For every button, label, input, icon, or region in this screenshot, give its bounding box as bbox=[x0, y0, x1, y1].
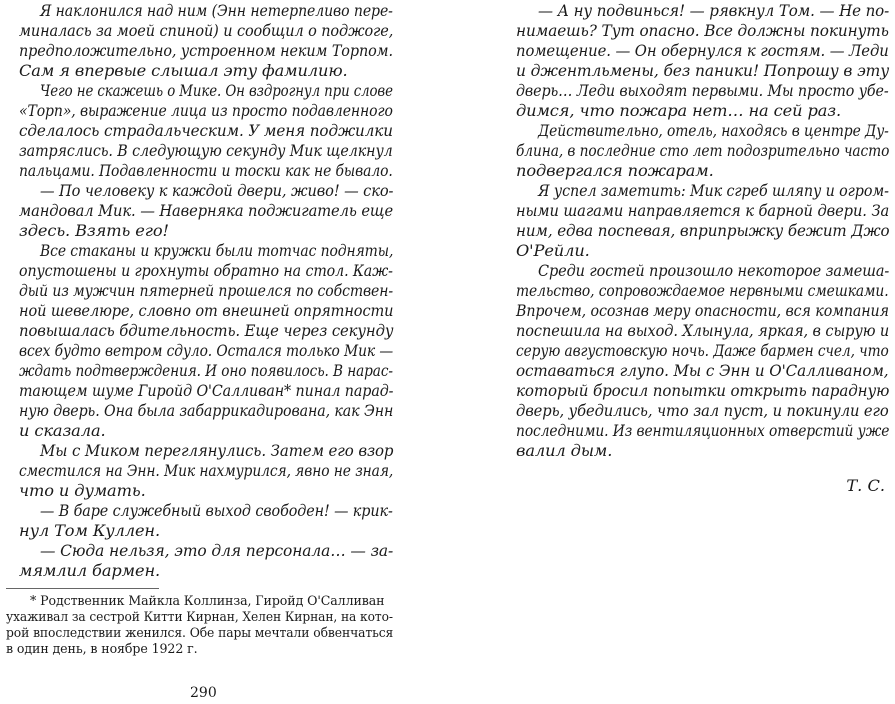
text-line: и джентльмены, без паники! Попрошу в эту bbox=[516, 61, 890, 80]
footnote-line: рой впоследствии женился. Обе пары мечтали обвенчаться bbox=[6, 625, 394, 640]
text-line: нул Том Куллен. bbox=[19, 521, 161, 540]
text-line: — Сюда нельзя, это для персонала… — за- bbox=[40, 541, 394, 560]
text-line: Впрочем, осознав меру опасности, вся компания bbox=[516, 301, 889, 320]
text-line: здесь. Взять его! bbox=[19, 221, 169, 240]
text-line: мямлил бармен. bbox=[19, 561, 161, 580]
text-line: нимаешь? Тут опасно. Все должны покинуть bbox=[516, 21, 889, 40]
footnote-line: * Родственник Майкла Коллинза, Гиройд О'Салливан bbox=[30, 593, 385, 608]
text-line: сместился на Энн. Мик нахмурился, явно не зная, bbox=[19, 461, 394, 480]
text-line: валил дым. bbox=[516, 441, 613, 460]
text-line: ной шевелюре, словно от внешней опрятности bbox=[19, 301, 394, 320]
footnote-divider bbox=[6, 588, 159, 589]
text-line: Сам я впервые слышал эту фамилию. bbox=[19, 61, 348, 80]
text-line: оставаться глупо. Мы с Энн и О'Салливаном, bbox=[516, 361, 889, 380]
text-line: что и думать. bbox=[19, 481, 146, 500]
text-line: Чего не скажешь о Мике. Он вздрогнул при слове bbox=[40, 81, 393, 100]
text-line: миналась за моей спиной) и сообщил о поджоге, bbox=[19, 21, 394, 40]
text-line: всех будто ветром сдуло. Остался только Мик — bbox=[19, 341, 394, 360]
text-line: О'Рейли. bbox=[516, 241, 590, 260]
text-line: опустошены и грохнуты обратно на стол. Каж- bbox=[19, 261, 393, 280]
text-line: последними. Из вентиляционных отверстий уже bbox=[516, 421, 890, 440]
text-line: «Торп», выражение лица из просто подавленного bbox=[19, 101, 393, 120]
text-line: ждать подтверждения. И оно появилось. В нарас- bbox=[19, 361, 393, 380]
text-line: помещение. — Он обернулся к гостям. — Леди bbox=[516, 41, 889, 60]
text-line: повышалась бдительность. Еще через секунду bbox=[19, 321, 394, 340]
text-line: дый из мужчин пятерней прошелся по собствен- bbox=[19, 281, 394, 300]
text-line: подвергался пожарам. bbox=[516, 161, 714, 180]
text-line: Я наклонился над ним (Энн нетерпеливо пере- bbox=[40, 1, 393, 20]
text-line: дверь… Леди выходят первыми. Мы просто убе- bbox=[516, 81, 889, 100]
text-line: который бросил попытки открыть парадную bbox=[516, 381, 890, 400]
text-line: — В баре служебный выход свободен! — крик- bbox=[40, 501, 393, 520]
text-line: Мы с Миком переглянулись. Затем его взор bbox=[40, 441, 394, 460]
text-line: — По человеку к каждой двери, живо! — ско- bbox=[40, 181, 394, 200]
text-line: и сказала. bbox=[19, 421, 106, 440]
page-number: 290 bbox=[190, 685, 217, 701]
text-line: дверь, убедились, что зал пуст, и покинули его bbox=[516, 401, 889, 420]
footnote-line: ухаживал за сестрой Китти Кирнан, Хелен Кирнан, на кото- bbox=[6, 609, 393, 624]
text-line: Я успел заметить: Мик сгреб шляпу и огром- bbox=[538, 181, 889, 200]
text-line: сделалось страдальческим. У меня поджилки bbox=[19, 121, 393, 140]
text-line: димся, что пожара нет… на сей раз. bbox=[516, 101, 842, 120]
text-line: — А ну подвинься! — рявкнул Том. — Не по- bbox=[538, 1, 890, 20]
author-signature: Т. С. bbox=[846, 476, 885, 495]
text-line: ним, едва поспевая, вприпрыжку бежит Джо bbox=[516, 221, 890, 240]
text-line: Действительно, отель, находясь в центре Ду- bbox=[538, 121, 889, 140]
text-line: тельство, сопровождаемое нервными смешками. bbox=[516, 281, 889, 300]
text-line: блина, в последние сто лет подозрительно часто bbox=[516, 141, 890, 160]
text-line: тающем шуме Гиройд О'Салливан* пинал парад- bbox=[19, 381, 394, 400]
text-line: Среди гостей произошло некоторое замеша- bbox=[538, 261, 890, 280]
text-line: серую августовскую ночь. Даже бармен счел, что bbox=[516, 341, 889, 360]
text-line: Все стаканы и кружки были тотчас подняты, bbox=[40, 241, 394, 260]
text-line: ными шагами направляется к барной двери. За bbox=[516, 201, 890, 220]
text-line: затряслись. В следующую секунду Мик щелкнул bbox=[19, 141, 393, 160]
text-line: предположительно, устроенном неким Торпом. bbox=[19, 41, 393, 60]
text-line: мандовал Мик. — Наверняка поджигатель еще bbox=[19, 201, 394, 220]
text-line: поспешила на выход. Хлынула, яркая, в сырую и bbox=[516, 321, 890, 340]
text-line: пальцами. Подавленности и тоски как не бывало. bbox=[19, 161, 393, 180]
text-line: ную дверь. Она была забаррикадирована, как Энн bbox=[19, 401, 394, 420]
footnote-line: в один день, в ноябре 1922 г. bbox=[6, 641, 198, 656]
